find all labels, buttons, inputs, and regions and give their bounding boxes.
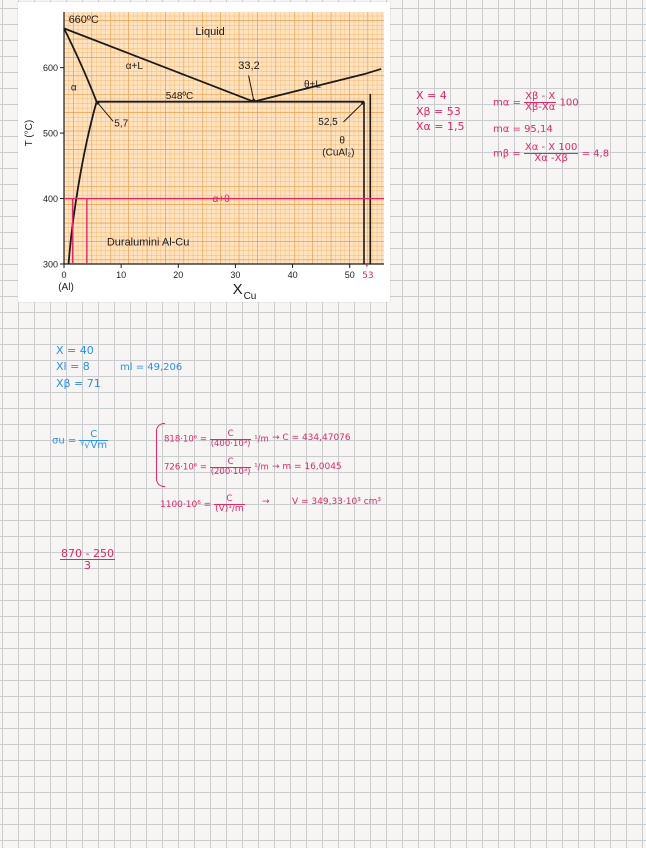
x-tick-label: 50	[344, 270, 355, 280]
note-blue-xl: Xl = 8	[56, 360, 90, 373]
equation-1-result: → C = 434,47076	[272, 433, 351, 443]
equation-2: 726·10⁶ = $\frac{C}{\text{(200·10³)}}$ ¹/m	[164, 457, 269, 477]
label-eutectic-temperature: 548ºC	[165, 91, 194, 103]
label-alpha-region: α	[70, 82, 77, 94]
x-axis-title: X	[232, 281, 243, 298]
label-alloy-name: Duralumini Al-Cu	[106, 236, 190, 249]
y-tick-label: 300	[42, 259, 58, 270]
arrow-alpha-solvus-head	[96, 101, 99, 104]
arrow-theta-point-head	[361, 101, 364, 104]
y-axis-title: T (°C)	[24, 119, 35, 147]
coarse-grid	[64, 12, 384, 264]
note-m-alpha-value: mα = 95,14	[493, 124, 553, 135]
x-tick-label: 30	[230, 270, 241, 280]
label-alpha-solvus-composition: 5,7	[114, 118, 129, 130]
equation-3: 1100·10⁶ = $\frac{C}{\text{(V)¹/m}}$	[160, 494, 244, 514]
y-tick-label: 600	[42, 63, 58, 74]
label-theta-composition: 52,5	[318, 117, 338, 129]
note-xalpha: Xα = 1,5	[416, 120, 465, 133]
note-sigma-formula: σu = $\frac{C}{\text{ᵞ√Vm}}$	[52, 429, 108, 451]
label-eutectic-composition: 33,2	[238, 59, 260, 72]
label-theta-plus-liquid: θ+L	[304, 79, 321, 91]
phase-diagram	[18, 2, 390, 302]
label-top-temperature: 660ºC	[68, 14, 99, 27]
x-tick-label: 40	[287, 270, 298, 280]
label-theta-phase: θ	[339, 135, 345, 147]
y-tick-label: 500	[42, 128, 58, 139]
note-blue-ml: ml = 49,206	[120, 362, 183, 373]
x-tick-label: 20	[173, 270, 184, 280]
note-blue-x: X = 40	[56, 344, 94, 357]
phase-diagram-svg	[18, 2, 390, 302]
note-m-alpha-formula: mα = $\frac{X\beta - X}{X\beta-X\alpha}$ 100	[493, 91, 579, 113]
y-tick-label: 400	[42, 194, 58, 205]
x-axis-title-subscript: Cu	[243, 291, 257, 302]
note-x: X = 4	[416, 89, 447, 102]
note-blue-xbeta: Xβ = 71	[56, 377, 101, 390]
label-theta-formula: (CuAl₂)	[322, 147, 355, 159]
equation-2-result: → m = 16,0045	[272, 462, 342, 472]
note-m-beta-formula: mβ = $\frac{X\alpha - X 100}{X\alpha -X\beta}$ = 4,8	[493, 142, 610, 164]
x-tick-label: 10	[116, 270, 127, 280]
x-extra-tick-label: 53	[362, 271, 374, 281]
equation-3-result: V = 349,33·10³ cm³	[292, 497, 382, 507]
equation-3-arrow: →	[262, 497, 270, 507]
note-xbeta: Xβ = 53	[416, 105, 461, 118]
bottom-fraction: $\frac{870 - 250}{3}$	[61, 547, 114, 572]
label-alpha-plus-theta: α+θ	[212, 193, 230, 205]
label-liquid-region: Liquid	[195, 25, 225, 38]
label-alpha-plus-liquid: α+L	[125, 60, 143, 72]
equation-1: 818·10⁶ = $\frac{C}{\text{(400·10³)}}$ ¹/m	[164, 429, 269, 449]
arrow-eutectic-point-head	[252, 99, 255, 102]
x-tick-label: 0	[61, 270, 67, 280]
x-start-label: (Al)	[58, 282, 74, 293]
